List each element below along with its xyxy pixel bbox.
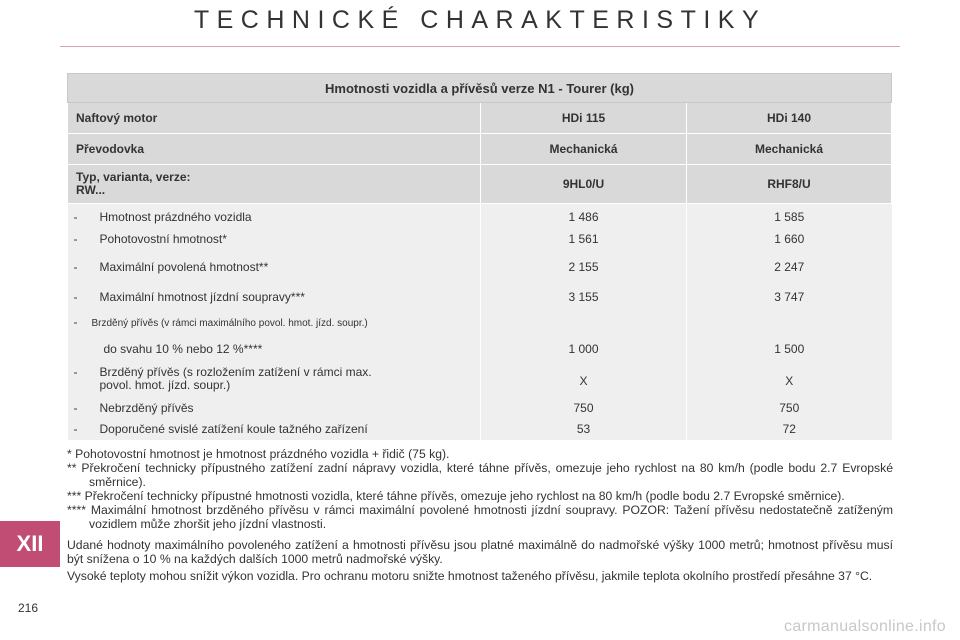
table-title: Hmotnosti vozidla a přívěsů verze N1 - Tourer (kg) (68, 74, 892, 103)
footnote: *** Překročení technicky přípustné hmotnosti vozidla, které táhne přívěs, omezuje jeho rychlost na 80 km/h (podle bodu 2.7 Evropské směrnice). (67, 489, 845, 503)
spec-value: RHF8/U (687, 165, 892, 204)
title-divider (60, 46, 900, 47)
weights-table (67, 73, 892, 440)
footnotes (67, 447, 893, 583)
spec-row-type (68, 165, 892, 204)
table-row (68, 332, 892, 362)
row-value: 3 155 (481, 284, 687, 310)
row-label: - Hmotnost prázdného vozidla (68, 204, 481, 228)
table-row (68, 310, 892, 332)
spec-label (68, 165, 481, 204)
table-row (68, 362, 892, 396)
row-label: - Maximální hmotnost jízdní soupravy*** (68, 284, 481, 310)
row-label (68, 362, 481, 396)
spec-value: HDi 140 (687, 103, 892, 134)
row-value: 3 747 (687, 284, 892, 310)
footnote: ** Překročení technicky přípustného zatížení zadní nápravy vozidla, které táhne přívěs, omezuje jeho rychlost na 80 km/h (podle bodu 2.7 Evropské směrnice). (67, 461, 893, 489)
spec-value: Mechanická (687, 134, 892, 165)
row-value: X (687, 362, 892, 396)
row-value: 1 561 (481, 228, 687, 254)
spec-label-line: RW... (76, 183, 106, 197)
table-row (68, 396, 892, 418)
row-value: 2 247 (687, 254, 892, 284)
row-value: 750 (481, 396, 687, 418)
table-row (68, 204, 892, 228)
page-title: TECHNICKÉ CHARAKTERISTIKY (193, 6, 767, 34)
table-row (68, 254, 892, 284)
body-paragraph: Vysoké teploty mohou snížit výkon vozidla. Pro ochranu motoru snižte hmotnost taženého přívěsu, jakmile teplota okolního prostředí přesáhne 37 °C. (67, 569, 873, 583)
spec-value: HDi 115 (481, 103, 687, 134)
spec-value: Mechanická (481, 134, 687, 165)
row-value: 1 486 (481, 204, 687, 228)
row-label-line: - Brzděný přívěs (s rozložením zatížení v rámci max. (73, 364, 372, 379)
row-label: - Maximální povolená hmotnost** (68, 254, 481, 284)
spec-value: 9HL0/U (481, 165, 687, 204)
row-value (481, 310, 687, 332)
row-label: do svahu 10 % nebo 12 %**** (68, 332, 481, 362)
row-value: 1 660 (687, 228, 892, 254)
row-value (687, 310, 892, 332)
row-label: - Doporučené svislé zatížení koule tažného zařízení (68, 418, 481, 440)
page-number: 216 (18, 601, 39, 615)
row-label: - Pohotovostní hmotnost* (68, 228, 481, 254)
spec-label: Naftový motor (68, 103, 481, 134)
row-value: 1 000 (481, 332, 687, 362)
spec-label-line: Typ, varianta, verze: (76, 170, 191, 184)
row-value: 750 (687, 396, 892, 418)
table-row (68, 418, 892, 440)
row-value: 72 (687, 418, 892, 440)
row-value: 1 500 (687, 332, 892, 362)
table-row (68, 284, 892, 310)
row-value: X (481, 362, 687, 396)
chapter-tab: XII (0, 521, 60, 567)
body-paragraph: Udané hodnoty maximálního povoleného zatížení a hmotnosti přívěsu jsou platné maximálně do nadmořské výšky 1000 metrů; hmotnost přívěsu musí být snížena o 10 % na každých dalších 1000 metrů nadmořské výšky. (67, 538, 893, 566)
spec-row-engine (68, 103, 892, 134)
row-value: 2 155 (481, 254, 687, 284)
spec-label: Převodovka (68, 134, 481, 165)
row-label: - Brzděný přívěs (v rámci maximálního povol. hmot. jízd. soupr.) (68, 310, 481, 332)
table-row (68, 228, 892, 254)
watermark: carmanualsonline.info (784, 618, 946, 635)
row-label-line: povol. hmot. jízd. soupr.) (99, 377, 231, 392)
row-value: 53 (481, 418, 687, 440)
footnote: * Pohotovostní hmotnost je hmotnost prázdného vozidla + řidič (75 kg). (67, 447, 450, 461)
row-value: 1 585 (687, 204, 892, 228)
footnote: **** Maximální hmotnost brzděného přívěsu v rámci maximální povolené hmotnosti jízdní soupravy. POZOR: Tažení přívěsu nedostatečně zatíženým vozidlem může zhoršit jeho jízdní vlastnosti. (67, 503, 893, 531)
table-title-row (68, 74, 892, 103)
spec-row-gearbox (68, 134, 892, 165)
row-label: - Nebrzděný přívěs (68, 396, 481, 418)
